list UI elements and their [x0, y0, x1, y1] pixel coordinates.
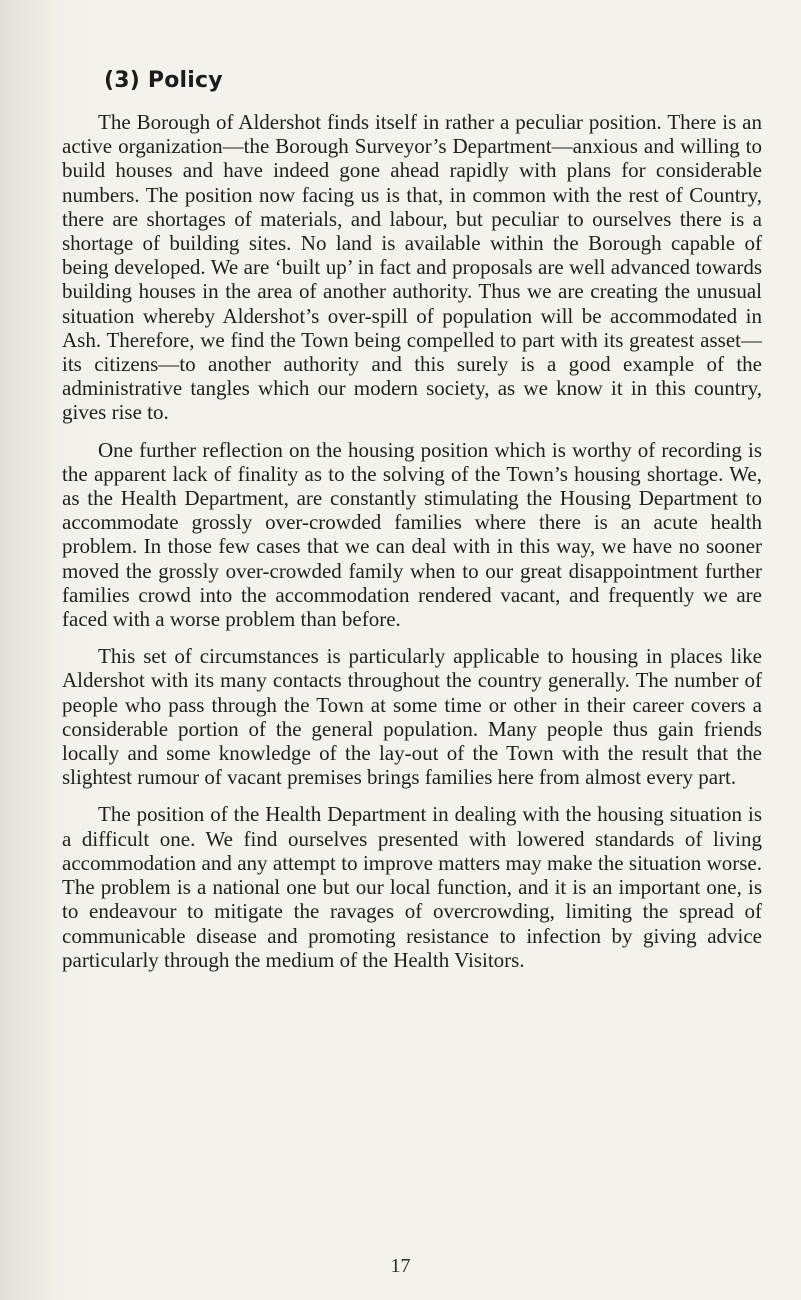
paragraph: The Borough of Aldershot finds itself in rather a peculiar position. There is an active organization—the Borough Surveyor’s Department—anxious and willing to build houses and have indeed gone ahead rapidly with plans for considerable numbers. The position now facing us is that, in common with the rest of Country, there are shortages of materials, and labour, but peculiar to ourselves there is a shortage of building sites. No land is available within the Borough capable of being developed. We are ‘built up’ in fact and proposals are well advanced towards building houses in the area of another authority. Thus we are creating the unusual situation whereby Aldershot’s over-spill of population will be accommodated in Ash. Therefore, we find the Town being compelled to part with its greatest asset—its citizens—to another authority and this surely is a good example of the administrative tangles which our modern society, as we know it in this country, gives rise to. [62, 110, 762, 425]
section-heading: (3) Policy [104, 68, 223, 93]
page-number: 17 [390, 1255, 411, 1277]
paragraph: The position of the Health Department in dealing with the housing situation is a difficult one. We find ourselves presented with lowered standards of living accommodation and any attempt to improve matters may make the situation worse. The problem is a national one but our local function, and it is an important one, is to endeavour to mitigate the ravages of overcrowding, limiting the spread of communicable disease and promoting resistance to infection by giving advice particularly through the medium of the Health Visitors. [62, 802, 762, 972]
paragraph: This set of circumstances is particularly applicable to housing in places like Aldershot with its many contacts throughout the country generally. The number of people who pass through the Town at some time or other in their career covers a considerable portion of the general population. Many people thus gain friends locally and some knowledge of the lay-out of the Town with the result that the slightest rumour of vacant premises brings families here from almost every part. [62, 644, 762, 790]
paragraph: One further reflection on the housing position which is worthy of recording is the apparent lack of finality as to the solving of the Town’s housing shortage. We, as the Health Department, are constantly stimulating the Housing Department to accommodate grossly over-crowded families where there is an acute health problem. In those few cases that we can deal with in this way, we have no sooner moved the grossly over-crowded family when to our great disappointment further families crowd into the accommodation rendered vacant, and frequently we are faced with a worse problem than before. [62, 437, 762, 632]
body-text [62, 110, 762, 985]
